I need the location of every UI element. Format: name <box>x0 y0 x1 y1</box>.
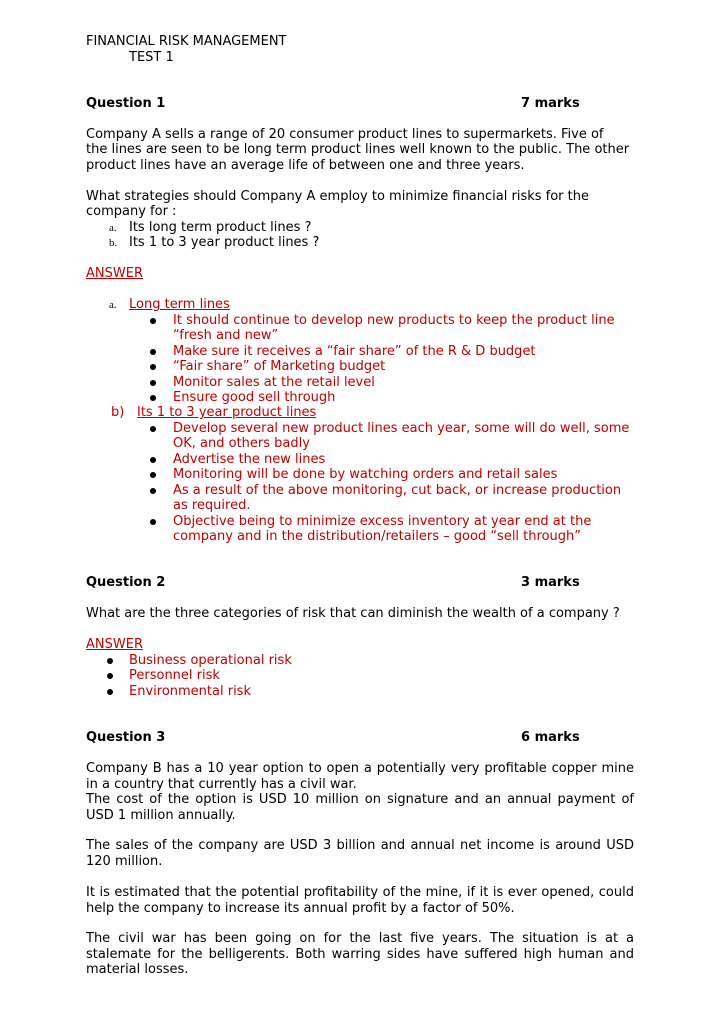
bullet-dot <box>150 395 156 401</box>
q1-para1-line1: Company A sells a range of 20 consumer product lines to supermarkets. Five of <box>86 127 604 142</box>
q2-bullet-1: Business operational risk <box>129 653 292 668</box>
q3-p5-line3: material losses. <box>86 962 189 977</box>
q2-bullet-2: Personnel risk <box>129 668 220 683</box>
question-1-marks: 7 marks <box>521 96 580 111</box>
q1-para1-line3: product lines have an average life of between one and three years. <box>86 158 525 173</box>
question-1-title: Question 1 <box>86 96 166 111</box>
question-2-marks: 3 marks <box>521 575 580 590</box>
test-title: TEST 1 <box>129 50 174 65</box>
bullet-dot <box>150 457 156 463</box>
b-bullet-3: Monitoring will be done by watching orders and retail sales <box>173 467 558 482</box>
q3-p5-line1: The civil war has been going on for the last five years. The situation is at a <box>86 931 634 946</box>
bullet-dot <box>150 349 156 355</box>
bullet-dot <box>150 488 156 494</box>
b-bullet-1-line1: Develop several new product lines each year, some will do well, some <box>173 421 630 436</box>
bullet-dot <box>150 519 156 525</box>
question-2-title: Question 2 <box>86 575 166 590</box>
q3-paragraph-4 <box>86 885 634 916</box>
q3-paragraph-5 <box>86 931 634 978</box>
bullet-dot <box>107 689 113 695</box>
q1-answer-label: ANSWER <box>86 266 143 281</box>
b-bullet-4-line2: as required. <box>173 498 251 513</box>
q3-paragraph-3 <box>86 838 634 869</box>
a-bullet-1-line1: It should continue to develop new products to keep the product line <box>173 313 615 328</box>
q3-p5-line2: stalemate for the belligerents. Both warring sides have suffered high human and <box>86 946 634 962</box>
q1-item-b-marker: b. <box>109 237 118 249</box>
q1-item-a-marker: a. <box>109 222 117 234</box>
q3-p4-line1: It is estimated that the potential profitability of the mine, if it is ever opened, could <box>86 885 634 900</box>
q2-text: What are the three categories of risk that can diminish the wealth of a company ? <box>86 606 620 621</box>
b-bullet-2: Advertise the new lines <box>173 452 326 467</box>
a-bullet-3: “Fair share” of Marketing budget <box>173 359 386 374</box>
b-bullet-1-line2: OK, and others badly <box>173 436 310 451</box>
bullet-dot <box>150 364 156 370</box>
question-3-title: Question 3 <box>86 730 166 745</box>
q3-p1-line1: Company B has a 10 year option to open a potentially very profitable copper mine <box>86 761 634 776</box>
q3-p1-line2: in a country that currently has a civil war. <box>86 776 357 792</box>
b-bullet-5-line1: Objective being to minimize excess inventory at year end at the <box>173 514 592 529</box>
a-bullet-4: Monitor sales at the retail level <box>173 375 375 390</box>
answer-b-marker: b) <box>111 405 125 420</box>
q1-para2-line2: company for : <box>86 204 177 219</box>
bullet-dot <box>107 673 113 679</box>
b-bullet-5-line2: company and in the distribution/retailers – good “sell through” <box>173 529 581 544</box>
a-bullet-2: Make sure it receives a “fair share” of the R & D budget <box>173 344 536 359</box>
bullet-dot <box>150 426 156 432</box>
q3-p2-line1: The cost of the option is USD 10 million on signature and an annual payment of <box>86 792 634 807</box>
q3-paragraph-1 <box>86 761 634 823</box>
answer-a-heading: Long term lines <box>129 297 230 312</box>
a-bullet-1-line2: “fresh and new” <box>173 328 279 343</box>
bullet-dot <box>107 658 113 664</box>
answer-a-marker: a. <box>109 299 117 311</box>
question-3-marks: 6 marks <box>521 730 580 745</box>
q2-answer-label: ANSWER <box>86 637 143 652</box>
bullet-dot <box>150 380 156 386</box>
q2-bullet-3: Environmental risk <box>129 684 251 699</box>
a-bullet-5: Ensure good sell through <box>173 390 336 405</box>
q3-p3-line1: The sales of the company are USD 3 billion and annual net income is around USD <box>86 838 634 853</box>
q3-p4-line2: help the company to increase its annual profit by a factor of 50%. <box>86 900 515 916</box>
course-title: FINANCIAL RISK MANAGEMENT <box>86 34 287 49</box>
q3-p2-line2: USD 1 million annually. <box>86 807 236 823</box>
b-bullet-4-line1: As a result of the above monitoring, cut back, or increase production <box>173 483 622 498</box>
bullet-dot <box>150 318 156 324</box>
q1-para1-line2: the lines are seen to be long term product lines well known to the public. The other <box>86 142 630 157</box>
answer-b-heading: Its 1 to 3 year product lines <box>137 405 317 420</box>
q1-item-a-text: Its long term product lines ? <box>129 220 312 235</box>
q1-para2-line1: What strategies should Company A employ to minimize financial risks for the <box>86 189 589 204</box>
bullet-dot <box>150 472 156 478</box>
q1-item-b-text: Its 1 to 3 year product lines ? <box>129 235 320 250</box>
q3-p3-line2: 120 million. <box>86 853 163 869</box>
